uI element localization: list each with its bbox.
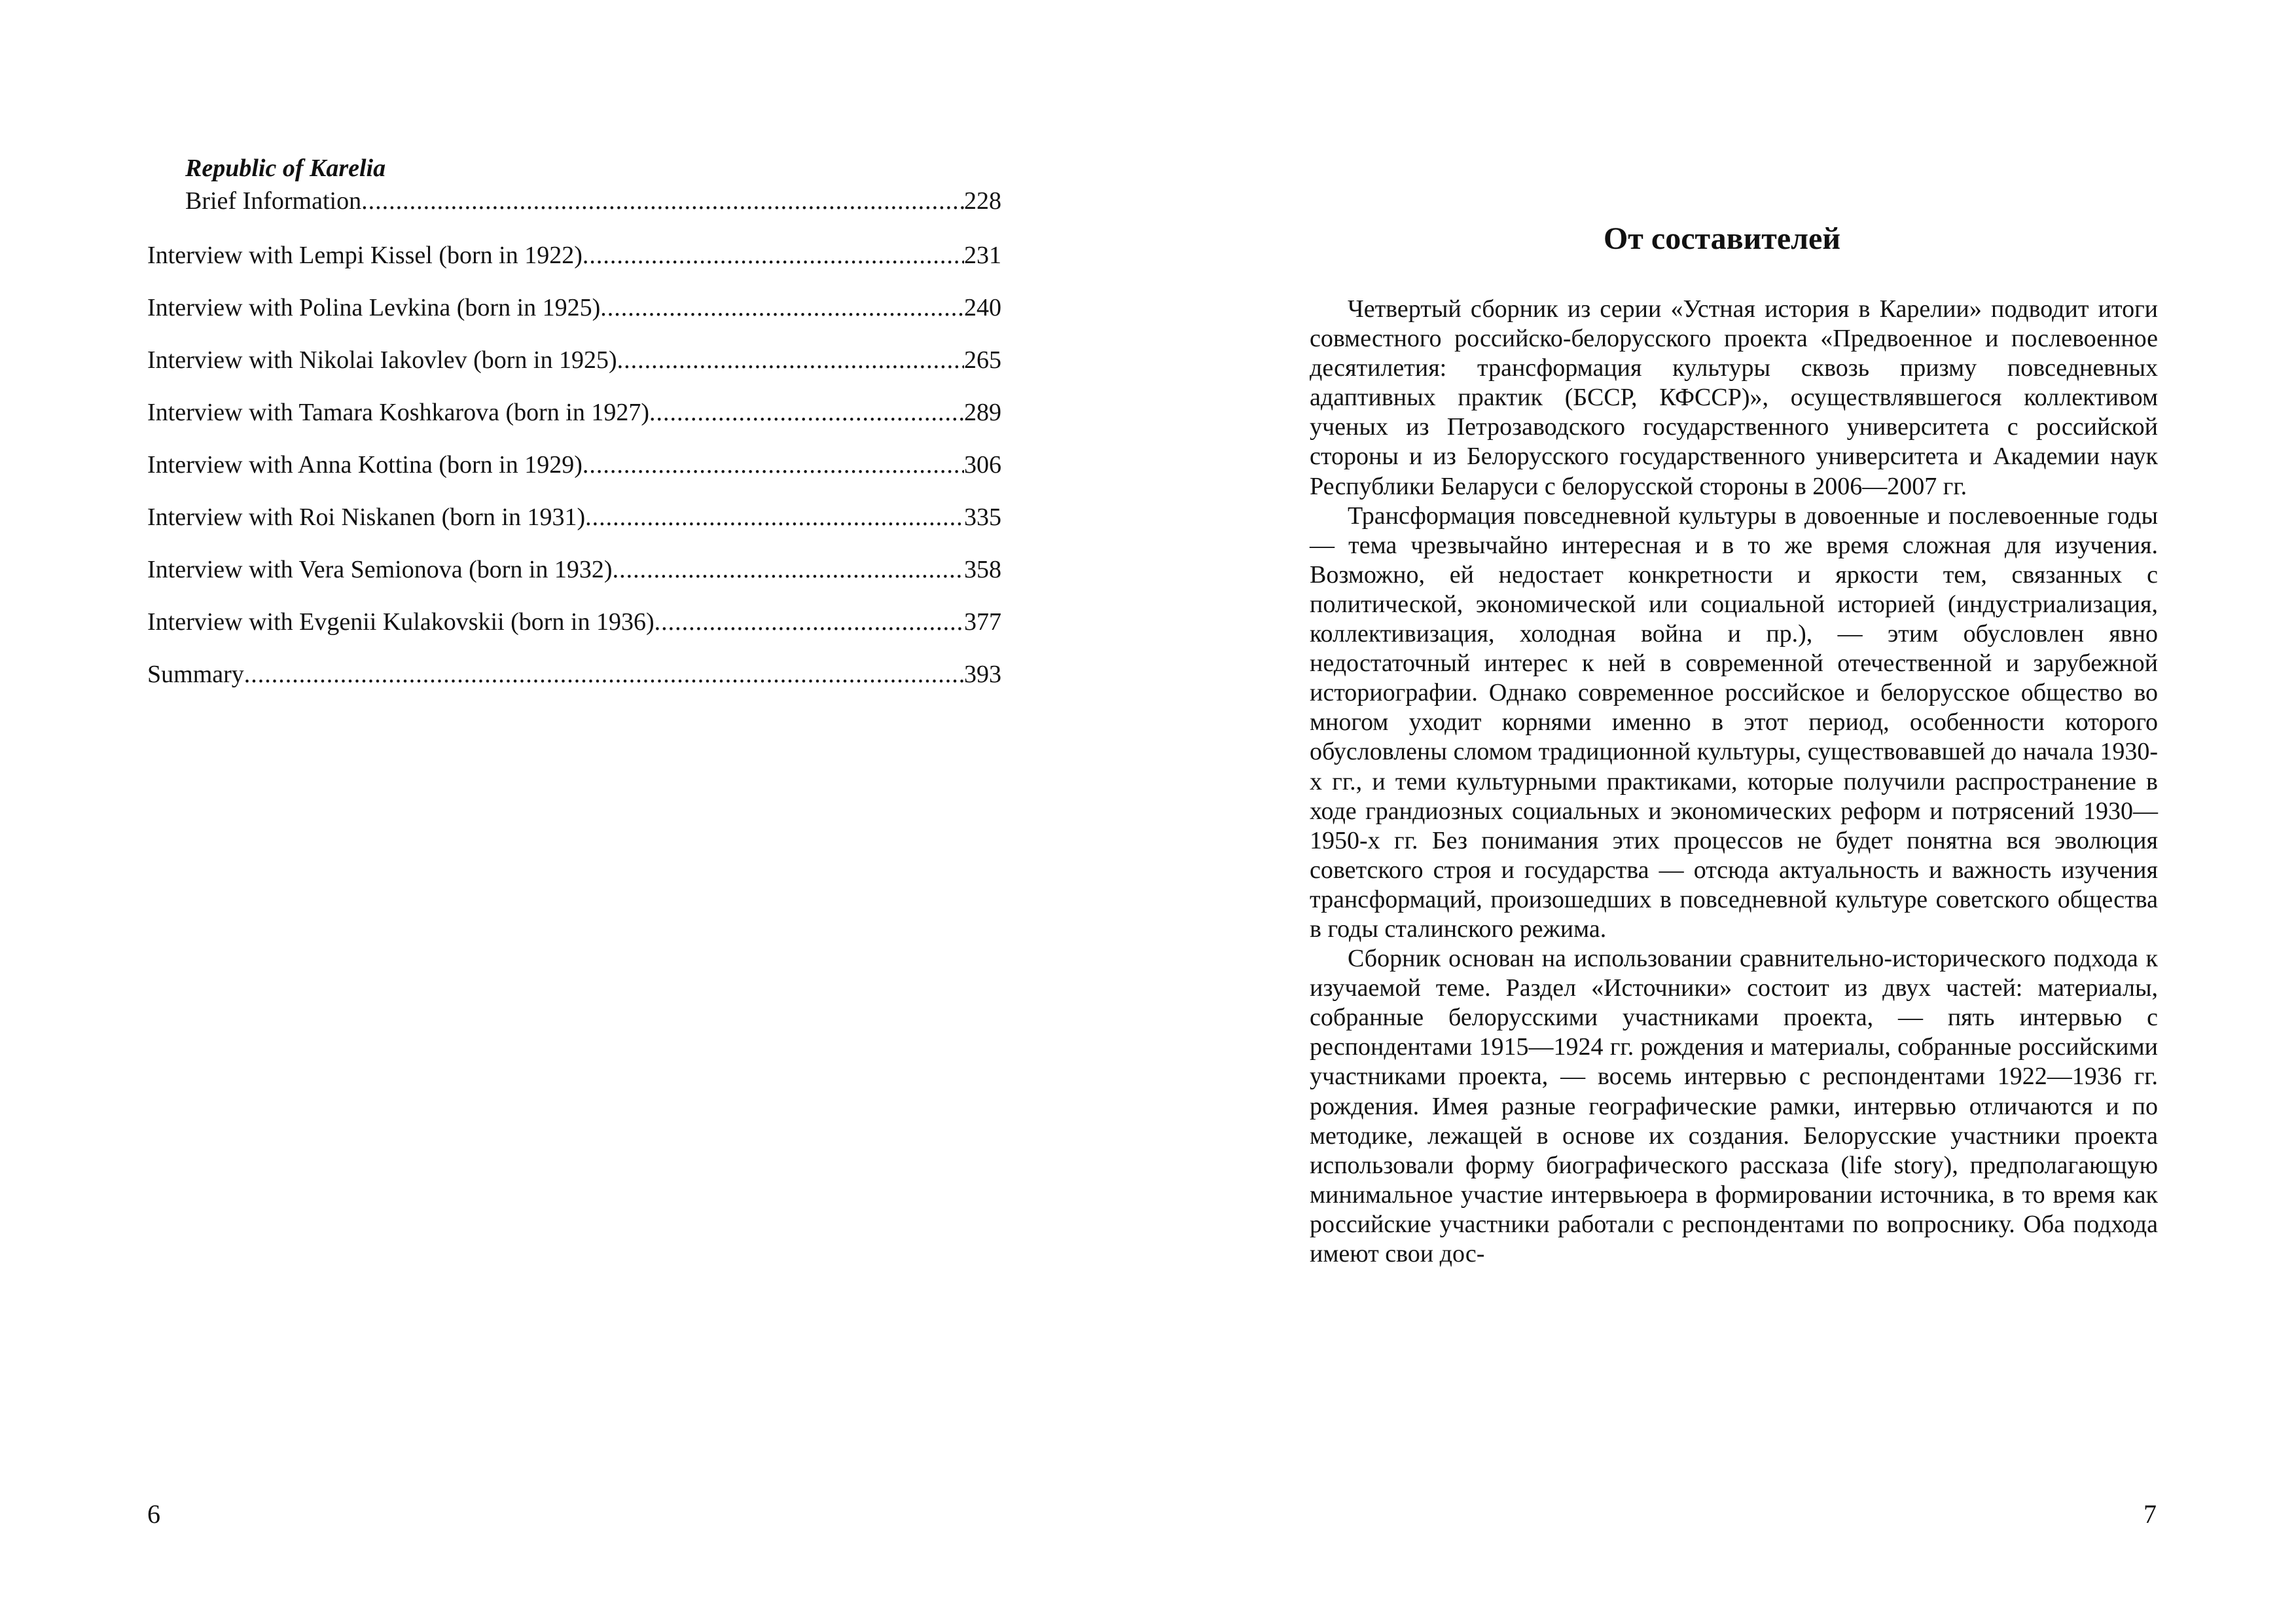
toc-entry[interactable]	[147, 239, 1001, 272]
table-of-contents	[147, 152, 1001, 710]
toc-leader-dots	[583, 448, 964, 481]
toc-entry-title: Brief Information	[185, 187, 362, 215]
toc-leader-dots	[583, 239, 964, 272]
toc-entry-page: 231	[964, 242, 1001, 269]
toc-entry-page: 358	[964, 556, 1001, 583]
foreword-paragraph: Трансформация повседневной культуры в довоенные и послевоенные годы — тема чрезвычайно интересная и в то же время сложная для изучения. Возможно, ей недостает конкретности и яркости тем, связанных с политической, экономической или социальной историей (индустриализация, коллективизация, холодная война и пр.), — этим обусловлен явно недостаточный интерес к ней в современной отечественной и зарубежной историографии. Однако современное российское и белорусское общество во многом уходит корнями именно в этот период, особенности которого обусловлены сломом традиционной культуры, существовавшей до начала 1930-х гг., и теми культурными практиками, которые получили распространение в ходе грандиозных социальных и экономических реформ и потрясений 1930—1950-х гг. Без понимания этих процессов не будет понятна вся эволюция советского строя и государства — отсюда актуальность и важность изучения трансформаций, произошедших в повседневной культуре советского общества в годы сталинского режима.	[1310, 501, 2158, 943]
toc-entry-title: Interview with Tamara Koshkarova (born in 1927)	[147, 399, 649, 426]
foreword-paragraph: Четвертый сборник из серии «Устная история в Карелии» подводит итоги совместного российско-белорусского проекта «Предвоенное и послевоенное десятилетия: трансформация культуры сквозь призму повседневных адаптивных практик (БССР, КФССР)», осуществлявшегося коллективом ученых из Петрозаводского государственного университета с российской стороны и из Белорусского государственного университета и Академии наук Республики Беларуси с белорусской стороны в 2006—2007 гг.	[1310, 295, 2158, 500]
foreword-paragraph: Сборник основан на использовании сравнительно-исторического подхода к изучаемой теме. Раздел «Источники» состоит из двух частей: материалы, собранные белорусскими участниками проекта, — пять интервью с респондентами 1915—1924 гг. рождения и материалы, собранные российскими участниками проекта, — восемь интервью с респондентами 1922—1936 гг. рождения. Имея разные географические рамки, интервью отличаются и по методике, лежащей в основе их создания. Белорусские участники проекта использовали форму биографического рассказа (life story), предполагающую минимальное участие интервьюера в формировании источника, в то время как российские участники работали с респондентами по вопроснику. Оба подхода имеют свои дос-	[1310, 945, 2158, 1267]
foreword-title: От составителей	[1603, 221, 1841, 256]
toc-entry-title: Interview with Roi Niskanen (born in 1931)	[147, 503, 586, 531]
toc-entry-title: Interview with Nikolai Iakovlev (born in 1925)	[147, 346, 617, 374]
toc-leader-dots	[649, 396, 964, 429]
toc-entry[interactable]	[147, 501, 1001, 534]
toc-entry-title: Interview with Polina Levkina (born in 1925)	[147, 294, 601, 321]
right-page	[1148, 0, 2296, 1623]
toc-leader-dots	[613, 553, 964, 586]
page-number-right: 7	[2144, 1499, 2157, 1529]
foreword-body	[1310, 295, 2158, 1269]
toc-entry[interactable]	[147, 291, 1001, 324]
toc-entry-title: Interview with Lempi Kissel (born in 1922)	[147, 242, 583, 269]
toc-entry-page: 265	[964, 346, 1001, 374]
toc-leader-dots	[655, 606, 964, 638]
toc-entry-page: 335	[964, 503, 1001, 531]
toc-entry-page: 228	[964, 187, 1001, 215]
toc-entry-title: Interview with Anna Kottina (born in 1929)	[147, 451, 583, 479]
toc-entry-page: 393	[964, 661, 1001, 688]
toc-leader-dots	[600, 291, 964, 324]
toc-entry[interactable]	[147, 396, 1001, 429]
toc-entry-page: 240	[964, 294, 1001, 321]
toc-leader-dots	[361, 185, 964, 217]
toc-entry[interactable]	[147, 658, 1001, 691]
toc-entry-title: Interview with Evgenii Kulakovskii (born in 1936)	[147, 608, 655, 636]
toc-entry-title: Summary	[147, 661, 244, 688]
toc-entry[interactable]	[147, 448, 1001, 481]
toc-leader-dots	[617, 344, 964, 376]
toc-entry-page: 289	[964, 399, 1001, 426]
toc-entry-page: 377	[964, 608, 1001, 636]
toc-entry-title: Interview with Vera Semionova (born in 1932)	[147, 556, 613, 583]
toc-entry[interactable]	[147, 185, 1001, 217]
page-number-left: 6	[147, 1499, 160, 1529]
toc-entry[interactable]	[147, 553, 1001, 586]
toc-entry[interactable]	[147, 344, 1001, 376]
toc-leader-dots	[585, 501, 964, 534]
toc-leader-dots	[244, 658, 964, 691]
toc-section-title: Republic of Karelia	[185, 155, 386, 182]
toc-entry[interactable]	[147, 606, 1001, 638]
toc-entry-page: 306	[964, 451, 1001, 479]
